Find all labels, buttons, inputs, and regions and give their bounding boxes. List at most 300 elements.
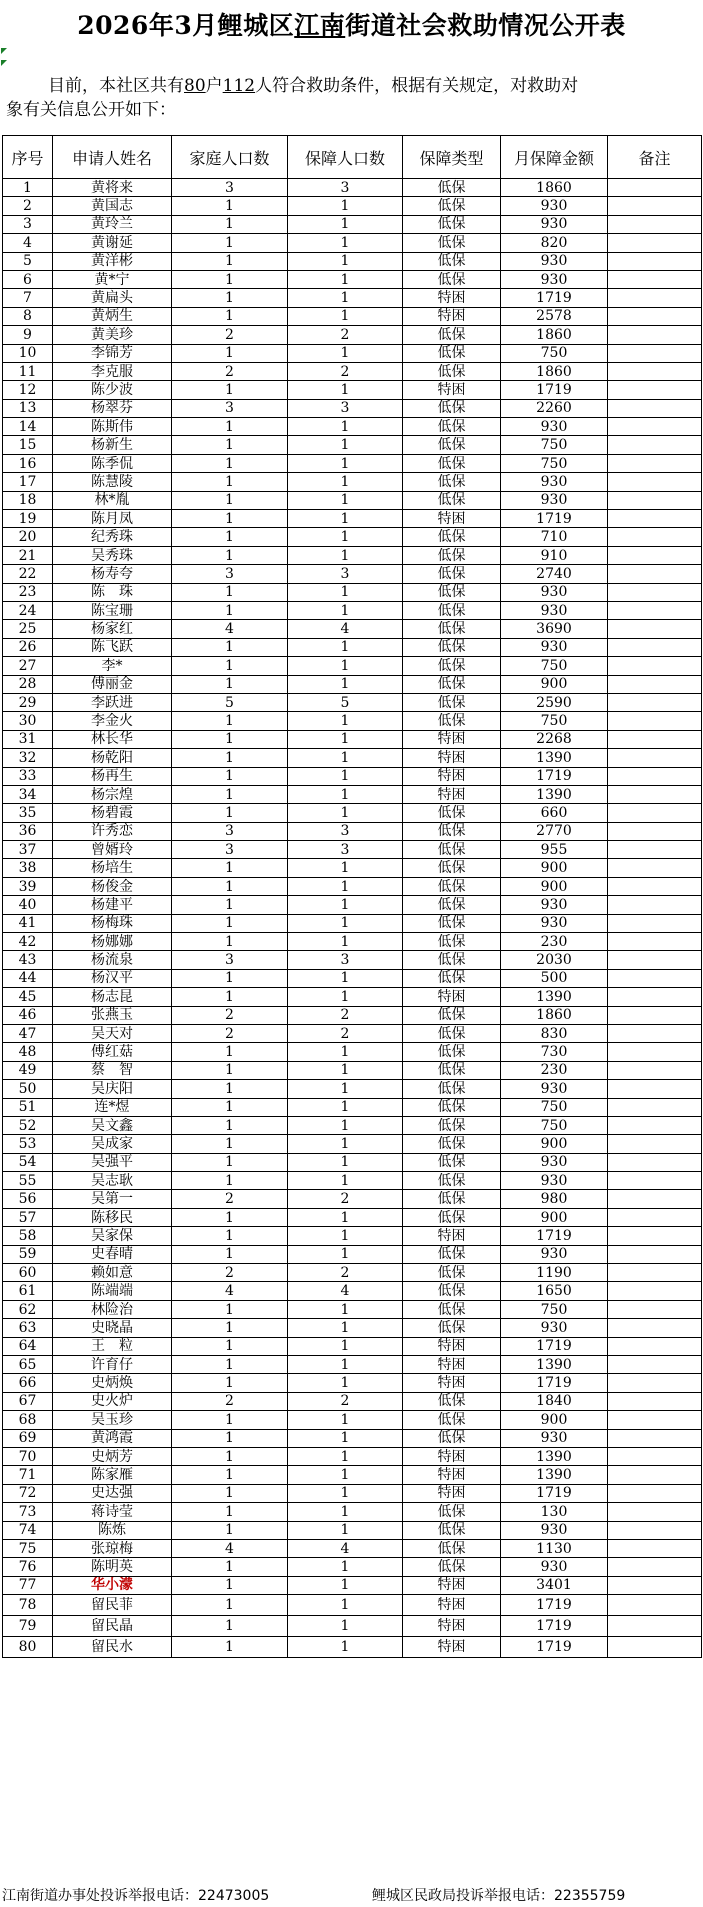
table-row xyxy=(3,914,702,932)
assistance-type-cell: 特困 xyxy=(403,1595,501,1616)
assistance-type-cell: 低保 xyxy=(403,638,501,656)
covered-size-cell: 2 xyxy=(288,1264,403,1282)
assistance-type-cell: 特困 xyxy=(403,1466,501,1484)
row-number-cell: 71 xyxy=(3,1466,53,1484)
table-row xyxy=(3,1227,702,1245)
family-size-cell: 1 xyxy=(172,1116,288,1134)
row-number-cell: 58 xyxy=(3,1227,53,1245)
monthly-amount-cell: 820 xyxy=(501,234,608,252)
monthly-amount-cell: 930 xyxy=(501,1172,608,1190)
monthly-amount-cell: 1719 xyxy=(501,1595,608,1616)
row-number-cell: 17 xyxy=(3,473,53,491)
applicant-name-cell: 蒋诗莹 xyxy=(53,1503,172,1521)
family-size-cell: 1 xyxy=(172,914,288,932)
monthly-amount-cell: 930 xyxy=(501,473,608,491)
row-number-cell: 11 xyxy=(3,362,53,380)
applicant-name-cell: 黄*宁 xyxy=(53,270,172,288)
family-size-cell: 4 xyxy=(172,620,288,638)
table-row xyxy=(3,1245,702,1263)
remarks-cell xyxy=(608,1116,702,1134)
covered-size-cell: 1 xyxy=(288,1374,403,1392)
row-number-cell: 73 xyxy=(3,1503,53,1521)
table-row xyxy=(3,988,702,1006)
row-number-cell: 75 xyxy=(3,1539,53,1557)
applicant-name-cell: 陈 珠 xyxy=(53,583,172,601)
family-size-cell: 1 xyxy=(172,1429,288,1447)
row-number-cell: 36 xyxy=(3,822,53,840)
applicant-name-cell: 史炳芳 xyxy=(53,1447,172,1465)
assistance-type-cell: 特困 xyxy=(403,510,501,528)
remarks-cell xyxy=(608,1264,702,1282)
monthly-amount-cell: 230 xyxy=(501,1061,608,1079)
row-number-cell: 18 xyxy=(3,491,53,509)
row-number-cell: 10 xyxy=(3,344,53,362)
family-size-cell: 1 xyxy=(172,307,288,325)
table-row xyxy=(3,454,702,472)
applicant-name-cell: 陈斯伟 xyxy=(53,418,172,436)
covered-size-cell: 1 xyxy=(288,933,403,951)
row-number-cell: 61 xyxy=(3,1282,53,1300)
family-size-cell: 1 xyxy=(172,510,288,528)
table-row xyxy=(3,675,702,693)
applicant-name-cell: 吴志耿 xyxy=(53,1172,172,1190)
people-count: 112 xyxy=(222,76,256,96)
table-row xyxy=(3,1595,702,1616)
assistance-type-cell: 低保 xyxy=(403,675,501,693)
monthly-amount-cell: 930 xyxy=(501,1080,608,1098)
remarks-cell xyxy=(608,418,702,436)
covered-size-cell: 1 xyxy=(288,1227,403,1245)
covered-size-cell: 1 xyxy=(288,1521,403,1539)
monthly-amount-cell: 930 xyxy=(501,491,608,509)
family-size-cell: 1 xyxy=(172,804,288,822)
applicant-name-cell: 李跃进 xyxy=(53,693,172,711)
row-number-cell: 16 xyxy=(3,454,53,472)
family-size-cell: 1 xyxy=(172,1411,288,1429)
monthly-amount-cell: 1719 xyxy=(501,1637,608,1658)
family-size-cell: 1 xyxy=(172,749,288,767)
family-size-cell: 1 xyxy=(172,730,288,748)
row-number-cell: 24 xyxy=(3,601,53,619)
row-number-cell: 77 xyxy=(3,1576,53,1594)
footer-complaint-phone-street: 江南街道办事处投诉举报电话：22473005 xyxy=(2,1888,270,1904)
row-number-cell: 1 xyxy=(3,179,53,197)
monthly-amount-cell: 930 xyxy=(501,896,608,914)
assistance-type-cell: 低保 xyxy=(403,179,501,197)
monthly-amount-cell: 930 xyxy=(501,270,608,288)
assistance-type-cell: 特困 xyxy=(403,1374,501,1392)
table-row xyxy=(3,491,702,509)
applicant-name-cell: 杨娜娜 xyxy=(53,933,172,951)
covered-size-cell: 1 xyxy=(288,859,403,877)
row-number-cell: 33 xyxy=(3,767,53,785)
assistance-type-cell: 低保 xyxy=(403,473,501,491)
covered-size-cell: 1 xyxy=(288,804,403,822)
covered-size-cell: 1 xyxy=(288,197,403,215)
remarks-cell xyxy=(608,804,702,822)
applicant-name-cell: 杨宗煌 xyxy=(53,785,172,803)
monthly-amount-cell: 930 xyxy=(501,914,608,932)
table-row xyxy=(3,933,702,951)
assistance-type-cell: 低保 xyxy=(403,859,501,877)
monthly-amount-cell: 930 xyxy=(501,1521,608,1539)
row-number-cell: 49 xyxy=(3,1061,53,1079)
assistance-type-cell: 低保 xyxy=(403,1208,501,1226)
monthly-amount-cell: 980 xyxy=(501,1190,608,1208)
covered-size-cell: 1 xyxy=(288,1576,403,1594)
row-number-cell: 48 xyxy=(3,1043,53,1061)
table-row xyxy=(3,1374,702,1392)
assistance-type-cell: 特困 xyxy=(403,1484,501,1502)
covered-size-cell: 4 xyxy=(288,620,403,638)
assistance-type-cell: 特困 xyxy=(403,730,501,748)
covered-size-cell: 1 xyxy=(288,583,403,601)
assistance-type-cell: 低保 xyxy=(403,1153,501,1171)
assistance-type-cell: 低保 xyxy=(403,1245,501,1263)
remarks-cell xyxy=(608,657,702,675)
remarks-cell xyxy=(608,1300,702,1318)
monthly-amount-cell: 500 xyxy=(501,969,608,987)
table-row xyxy=(3,362,702,380)
covered-size-cell: 1 xyxy=(288,712,403,730)
assistance-type-cell: 低保 xyxy=(403,1135,501,1153)
column-header: 备注 xyxy=(608,136,702,179)
covered-size-cell: 1 xyxy=(288,1319,403,1337)
remarks-cell xyxy=(608,1595,702,1616)
remarks-cell xyxy=(608,215,702,233)
remarks-cell xyxy=(608,1558,702,1576)
column-header: 保障类型 xyxy=(403,136,501,179)
covered-size-cell: 1 xyxy=(288,436,403,454)
covered-size-cell: 1 xyxy=(288,234,403,252)
table-row xyxy=(3,418,702,436)
applicant-name-cell: 史晓晶 xyxy=(53,1319,172,1337)
monthly-amount-cell: 1390 xyxy=(501,1466,608,1484)
assistance-type-cell: 低保 xyxy=(403,399,501,417)
row-number-cell: 63 xyxy=(3,1319,53,1337)
assistance-table xyxy=(2,135,702,1658)
table-row xyxy=(3,1116,702,1134)
family-size-cell: 1 xyxy=(172,1595,288,1616)
monthly-amount-cell: 930 xyxy=(501,1153,608,1171)
family-size-cell: 1 xyxy=(172,785,288,803)
row-number-cell: 72 xyxy=(3,1484,53,1502)
family-size-cell: 1 xyxy=(172,1227,288,1245)
applicant-name-cell: 林长华 xyxy=(53,730,172,748)
monthly-amount-cell: 750 xyxy=(501,344,608,362)
covered-size-cell: 1 xyxy=(288,1116,403,1134)
row-number-cell: 40 xyxy=(3,896,53,914)
covered-size-cell: 2 xyxy=(288,1006,403,1024)
row-number-cell: 27 xyxy=(3,657,53,675)
covered-size-cell: 1 xyxy=(288,675,403,693)
family-size-cell: 2 xyxy=(172,1264,288,1282)
table-row xyxy=(3,1153,702,1171)
remarks-cell xyxy=(608,381,702,399)
remarks-cell xyxy=(608,1521,702,1539)
assistance-type-cell: 低保 xyxy=(403,1116,501,1134)
table-row xyxy=(3,1392,702,1410)
row-number-cell: 42 xyxy=(3,933,53,951)
page-title xyxy=(0,4,703,48)
remarks-cell xyxy=(608,1043,702,1061)
assistance-type-cell: 低保 xyxy=(403,326,501,344)
remarks-cell xyxy=(608,951,702,969)
applicant-name-cell: 林险治 xyxy=(53,1300,172,1318)
table-row xyxy=(3,712,702,730)
column-header: 月保障金额 xyxy=(501,136,608,179)
covered-size-cell: 3 xyxy=(288,399,403,417)
covered-size-cell: 4 xyxy=(288,1539,403,1557)
remarks-cell xyxy=(608,252,702,270)
table-row xyxy=(3,399,702,417)
assistance-type-cell: 特困 xyxy=(403,289,501,307)
monthly-amount-cell: 1719 xyxy=(501,510,608,528)
table-row xyxy=(3,1637,702,1658)
applicant-name-cell: 吴第一 xyxy=(53,1190,172,1208)
monthly-amount-cell: 910 xyxy=(501,546,608,564)
row-number-cell: 56 xyxy=(3,1190,53,1208)
monthly-amount-cell: 2770 xyxy=(501,822,608,840)
family-size-cell: 2 xyxy=(172,1006,288,1024)
row-number-cell: 57 xyxy=(3,1208,53,1226)
remarks-cell xyxy=(608,822,702,840)
family-size-cell: 1 xyxy=(172,1153,288,1171)
remarks-cell xyxy=(608,270,702,288)
covered-size-cell: 1 xyxy=(288,1098,403,1116)
remarks-cell xyxy=(608,1061,702,1079)
covered-size-cell: 2 xyxy=(288,1024,403,1042)
row-number-cell: 55 xyxy=(3,1172,53,1190)
covered-size-cell: 1 xyxy=(288,1043,403,1061)
family-size-cell: 1 xyxy=(172,969,288,987)
family-size-cell: 1 xyxy=(172,583,288,601)
assistance-type-cell: 低保 xyxy=(403,822,501,840)
monthly-amount-cell: 900 xyxy=(501,877,608,895)
covered-size-cell: 1 xyxy=(288,344,403,362)
applicant-name-cell: 杨碧霞 xyxy=(53,804,172,822)
monthly-amount-cell: 1719 xyxy=(501,1337,608,1355)
applicant-name-cell: 陈移民 xyxy=(53,1208,172,1226)
assistance-type-cell: 特困 xyxy=(403,749,501,767)
monthly-amount-cell: 750 xyxy=(501,436,608,454)
cell-comment-marker-icon xyxy=(1,48,7,54)
applicant-name-cell: 陈宝珊 xyxy=(53,601,172,619)
remarks-cell xyxy=(608,1466,702,1484)
covered-size-cell: 1 xyxy=(288,1429,403,1447)
covered-size-cell: 1 xyxy=(288,1503,403,1521)
row-number-cell: 65 xyxy=(3,1356,53,1374)
family-size-cell: 1 xyxy=(172,657,288,675)
applicant-name-cell: 黄洋彬 xyxy=(53,252,172,270)
row-number-cell: 34 xyxy=(3,785,53,803)
family-size-cell: 3 xyxy=(172,822,288,840)
applicant-name-cell: 傅红菇 xyxy=(53,1043,172,1061)
row-number-cell: 35 xyxy=(3,804,53,822)
remarks-cell xyxy=(608,730,702,748)
remarks-cell xyxy=(608,1098,702,1116)
assistance-type-cell: 低保 xyxy=(403,252,501,270)
monthly-amount-cell: 900 xyxy=(501,675,608,693)
assistance-type-cell: 低保 xyxy=(403,1558,501,1576)
family-size-cell: 1 xyxy=(172,877,288,895)
applicant-name-cell: 杨寿夸 xyxy=(53,565,172,583)
intro-text: 象有关信息公开如下： xyxy=(6,100,176,120)
assistance-type-cell: 低保 xyxy=(403,1429,501,1447)
family-size-cell: 1 xyxy=(172,1637,288,1658)
family-size-cell: 1 xyxy=(172,197,288,215)
table-row xyxy=(3,565,702,583)
table-row xyxy=(3,1411,702,1429)
table-row xyxy=(3,1356,702,1374)
monthly-amount-cell: 830 xyxy=(501,1024,608,1042)
remarks-cell xyxy=(608,1282,702,1300)
remarks-cell xyxy=(608,307,702,325)
covered-size-cell: 1 xyxy=(288,1356,403,1374)
table-row xyxy=(3,583,702,601)
remarks-cell xyxy=(608,1172,702,1190)
covered-size-cell: 1 xyxy=(288,1245,403,1263)
family-size-cell: 3 xyxy=(172,951,288,969)
family-size-cell: 1 xyxy=(172,1061,288,1079)
monthly-amount-cell: 2030 xyxy=(501,951,608,969)
family-size-cell: 1 xyxy=(172,638,288,656)
monthly-amount-cell: 750 xyxy=(501,1098,608,1116)
remarks-cell xyxy=(608,841,702,859)
covered-size-cell: 1 xyxy=(288,1616,403,1637)
family-size-cell: 1 xyxy=(172,767,288,785)
table-row xyxy=(3,1558,702,1576)
remarks-cell xyxy=(608,1319,702,1337)
applicant-name-cell: 林*胤 xyxy=(53,491,172,509)
assistance-type-cell: 低保 xyxy=(403,418,501,436)
family-size-cell: 1 xyxy=(172,1300,288,1318)
table-row xyxy=(3,197,702,215)
family-size-cell: 1 xyxy=(172,712,288,730)
table-row xyxy=(3,877,702,895)
table-row xyxy=(3,270,702,288)
assistance-type-cell: 低保 xyxy=(403,1043,501,1061)
monthly-amount-cell: 710 xyxy=(501,528,608,546)
family-size-cell: 1 xyxy=(172,1172,288,1190)
family-size-cell: 1 xyxy=(172,988,288,1006)
remarks-cell xyxy=(608,1637,702,1658)
monthly-amount-cell: 750 xyxy=(501,1116,608,1134)
row-number-cell: 39 xyxy=(3,877,53,895)
applicant-name-cell: 史达强 xyxy=(53,1484,172,1502)
assistance-type-cell: 特困 xyxy=(403,381,501,399)
family-size-cell: 1 xyxy=(172,601,288,619)
family-size-cell: 1 xyxy=(172,1374,288,1392)
covered-size-cell: 1 xyxy=(288,988,403,1006)
assistance-type-cell: 特困 xyxy=(403,307,501,325)
applicant-name-cell: 纪秀珠 xyxy=(53,528,172,546)
covered-size-cell: 1 xyxy=(288,491,403,509)
monthly-amount-cell: 1130 xyxy=(501,1539,608,1557)
monthly-amount-cell: 750 xyxy=(501,1300,608,1318)
applicant-name-cell: 张琼梅 xyxy=(53,1539,172,1557)
remarks-cell xyxy=(608,546,702,564)
monthly-amount-cell: 930 xyxy=(501,252,608,270)
row-number-cell: 59 xyxy=(3,1245,53,1263)
row-number-cell: 32 xyxy=(3,749,53,767)
table-row xyxy=(3,1208,702,1226)
title-suffix: 街道社会救助情况公开表 xyxy=(345,11,626,40)
row-number-cell: 50 xyxy=(3,1080,53,1098)
covered-size-cell: 1 xyxy=(288,528,403,546)
assistance-type-cell: 特困 xyxy=(403,1616,501,1637)
covered-size-cell: 4 xyxy=(288,1282,403,1300)
applicant-name-cell: 史炳焕 xyxy=(53,1374,172,1392)
applicant-name-cell: 陈明英 xyxy=(53,1558,172,1576)
monthly-amount-cell: 1860 xyxy=(501,326,608,344)
covered-size-cell: 1 xyxy=(288,307,403,325)
table-row xyxy=(3,1135,702,1153)
covered-size-cell: 1 xyxy=(288,1172,403,1190)
table-row xyxy=(3,1061,702,1079)
assistance-type-cell: 低保 xyxy=(403,454,501,472)
monthly-amount-cell: 750 xyxy=(501,712,608,730)
row-number-cell: 30 xyxy=(3,712,53,730)
remarks-cell xyxy=(608,785,702,803)
covered-size-cell: 5 xyxy=(288,693,403,711)
covered-size-cell: 2 xyxy=(288,326,403,344)
assistance-type-cell: 低保 xyxy=(403,1190,501,1208)
assistance-type-cell: 低保 xyxy=(403,1539,501,1557)
row-number-cell: 37 xyxy=(3,841,53,859)
covered-size-cell: 1 xyxy=(288,454,403,472)
table-body xyxy=(3,179,702,1658)
row-number-cell: 60 xyxy=(3,1264,53,1282)
remarks-cell xyxy=(608,510,702,528)
covered-size-cell: 1 xyxy=(288,1080,403,1098)
remarks-cell xyxy=(608,1576,702,1594)
applicant-name-cell: 许育仔 xyxy=(53,1356,172,1374)
covered-size-cell: 1 xyxy=(288,969,403,987)
remarks-cell xyxy=(608,933,702,951)
remarks-cell xyxy=(608,234,702,252)
monthly-amount-cell: 930 xyxy=(501,197,608,215)
table-row xyxy=(3,1337,702,1355)
column-header: 保障人口数 xyxy=(288,136,403,179)
remarks-cell xyxy=(608,1153,702,1171)
monthly-amount-cell: 1719 xyxy=(501,1484,608,1502)
table-row xyxy=(3,620,702,638)
table-row xyxy=(3,326,702,344)
assistance-type-cell: 低保 xyxy=(403,1061,501,1079)
family-size-cell: 1 xyxy=(172,1521,288,1539)
family-size-cell: 1 xyxy=(172,1484,288,1502)
remarks-cell xyxy=(608,1374,702,1392)
assistance-type-cell: 低保 xyxy=(403,270,501,288)
table-row xyxy=(3,381,702,399)
column-header: 申请人姓名 xyxy=(53,136,172,179)
remarks-cell xyxy=(608,601,702,619)
assistance-type-cell: 低保 xyxy=(403,1503,501,1521)
assistance-type-cell: 低保 xyxy=(403,344,501,362)
row-number-cell: 43 xyxy=(3,951,53,969)
family-size-cell: 1 xyxy=(172,270,288,288)
applicant-name-cell: 杨家红 xyxy=(53,620,172,638)
covered-size-cell: 1 xyxy=(288,289,403,307)
applicant-name-cell: 黄美珍 xyxy=(53,326,172,344)
applicant-name-cell: 杨汉平 xyxy=(53,969,172,987)
table-row xyxy=(3,1503,702,1521)
remarks-cell xyxy=(608,326,702,344)
row-number-cell: 7 xyxy=(3,289,53,307)
assistance-type-cell: 低保 xyxy=(403,234,501,252)
table-row xyxy=(3,804,702,822)
